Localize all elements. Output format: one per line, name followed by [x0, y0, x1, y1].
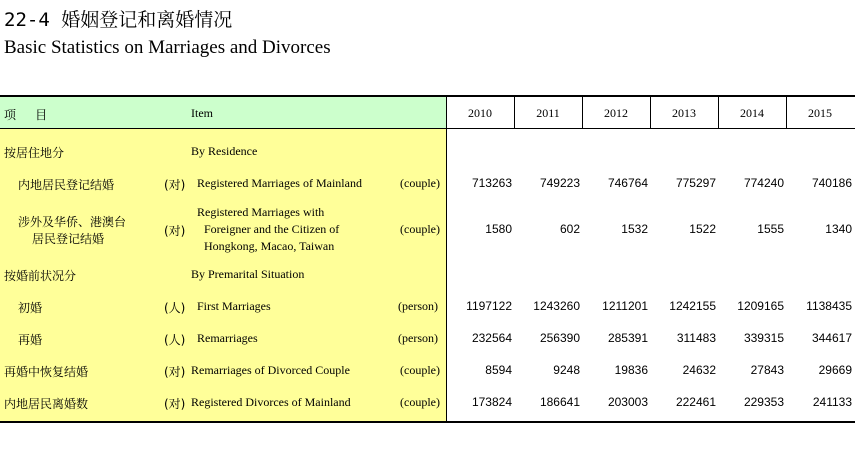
row-unit-cn: (对): [164, 224, 186, 238]
row-unit-en: (couple): [400, 222, 440, 236]
section-premarital-en: By Premarital Situation: [191, 267, 305, 281]
table-cell: 241133: [812, 395, 852, 409]
table-cell: 256390: [539, 331, 580, 345]
row-label-cn: 再婚中恢复结婚: [4, 365, 89, 379]
row-unit-en: (couple): [400, 395, 440, 409]
table-cell: 1522: [689, 222, 716, 236]
table-cell: 749223: [539, 176, 580, 190]
table-cell: 1555: [757, 222, 784, 236]
row-unit-cn: (对): [164, 365, 186, 379]
table-cell: 24632: [682, 363, 716, 377]
header-year: 2015: [808, 106, 832, 120]
section-premarital-cn: 按婚前状况分: [4, 269, 77, 283]
table-cell: 774240: [743, 176, 784, 190]
table-cell: 203003: [607, 395, 648, 409]
header-item-en: Item: [191, 106, 213, 120]
header-year: 2011: [536, 106, 560, 120]
row-label-cn: 再婚: [18, 333, 43, 347]
row-unit-cn: (人): [164, 301, 186, 315]
table-cell: 8594: [485, 363, 512, 377]
table-cell: 222461: [675, 395, 716, 409]
table-cell: 229353: [743, 395, 784, 409]
table-cell: 1211201: [602, 299, 648, 313]
table-cell: 232564: [471, 331, 512, 345]
row-unit-cn: (对): [164, 397, 186, 411]
row-label-cn: 涉外及华侨、港澳台: [18, 215, 127, 229]
row-unit-en: (person): [398, 299, 438, 313]
table-cell: 602: [559, 222, 580, 236]
row-unit-en: (person): [398, 331, 438, 345]
table-cell: 29669: [818, 363, 852, 377]
table-cell: 746764: [607, 176, 648, 190]
table-cell: 339315: [743, 331, 784, 345]
row-label-en: Remarriages of Divorced Couple: [191, 363, 350, 377]
table-cell: 173824: [471, 395, 512, 409]
row-unit-cn: (对): [164, 178, 186, 192]
row-label-en: Foreigner and the Citizen of: [204, 222, 340, 236]
table-cell: 9248: [553, 363, 580, 377]
row-label-cn: 居民登记结婚: [32, 232, 105, 246]
header-year: 2014: [740, 106, 764, 120]
row-unit-en: (couple): [400, 363, 440, 377]
table-cell: 775297: [675, 176, 716, 190]
table-cell: 740186: [811, 176, 852, 190]
table-cell: 1197122: [466, 299, 512, 313]
table-cell: 713263: [471, 176, 512, 190]
table-cell: 285391: [607, 331, 648, 345]
row-label-en: Remarriages: [197, 331, 258, 345]
table-cell: 1138435: [806, 299, 852, 313]
row-label-cn: 内地居民离婚数: [4, 397, 89, 411]
section-residence-cn: 按居住地分: [4, 146, 65, 160]
row-label-cn: 初婚: [18, 301, 43, 315]
header-label-bg: [0, 97, 446, 129]
row-label-en: First Marriages: [197, 299, 271, 313]
row-label-en: Registered Marriages of Mainland: [197, 176, 362, 190]
table-cell: 1242155: [669, 299, 716, 313]
header-item-cn: 项 目: [4, 108, 48, 122]
table-cell: 1532: [621, 222, 648, 236]
table-cell: 1580: [485, 222, 512, 236]
header-divider: [0, 128, 855, 129]
page-title-en: Basic Statistics on Marriages and Divorces: [4, 37, 331, 58]
row-label-en: Registered Marriages with: [197, 205, 325, 219]
table-cell: 186641: [539, 395, 580, 409]
header-year: 2013: [672, 106, 696, 120]
bottom-rule: [0, 421, 855, 423]
table-cell: 311483: [676, 331, 716, 345]
header-year: 2012: [604, 106, 628, 120]
header-year: 2010: [468, 106, 492, 120]
page-title-cn: 22-4 婚姻登记和离婚情况: [4, 9, 233, 31]
row-label-cn: 内地居民登记结婚: [18, 178, 115, 192]
table-cell: 1243260: [533, 299, 580, 313]
row-unit-en: (couple): [400, 176, 440, 190]
row-unit-cn: (人): [164, 333, 186, 347]
table-cell: 19836: [614, 363, 648, 377]
section-residence-en: By Residence: [191, 144, 258, 158]
table-cell: 27843: [750, 363, 784, 377]
table-cell: 1209165: [737, 299, 784, 313]
table-cell: 1340: [825, 222, 852, 236]
row-label-en: Hongkong, Macao, Taiwan: [204, 239, 335, 253]
row-label-en: Registered Divorces of Mainland: [191, 395, 351, 409]
table-cell: 344617: [811, 331, 852, 345]
